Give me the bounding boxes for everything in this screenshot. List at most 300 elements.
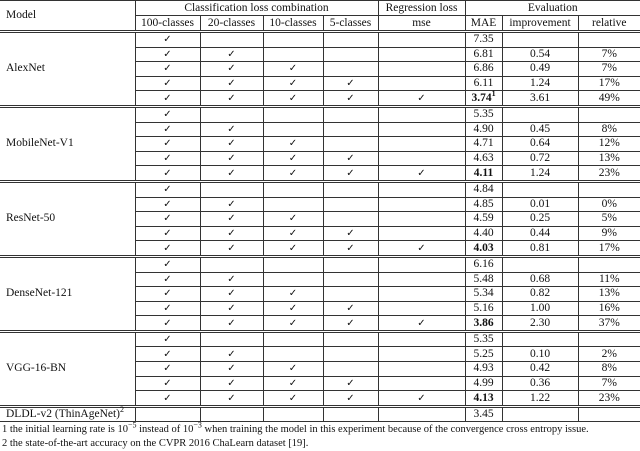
check-cell bbox=[263, 32, 323, 48]
improvement-cell: 1.22 bbox=[502, 391, 578, 407]
check-cell bbox=[200, 226, 263, 241]
check-cell bbox=[378, 212, 465, 227]
check-cell bbox=[200, 347, 263, 362]
footnotes bbox=[0, 420, 640, 451]
checkmark-icon: ✓ bbox=[163, 377, 172, 389]
check-cell bbox=[200, 331, 263, 347]
checkmark-icon: ✓ bbox=[163, 34, 172, 46]
model-name: AlexNet bbox=[0, 32, 135, 107]
mae-cell bbox=[465, 241, 502, 257]
checkmark-icon: ✓ bbox=[163, 363, 172, 375]
checkmark-icon: ✓ bbox=[288, 228, 298, 240]
mae-value: 4.71 bbox=[473, 137, 494, 150]
footnote-1-mid: instead of 10 bbox=[136, 424, 194, 436]
checkmark-icon: ✓ bbox=[346, 317, 355, 329]
check-cell bbox=[263, 272, 323, 287]
relative-cell bbox=[578, 256, 640, 272]
relative-cell: 17% bbox=[578, 241, 640, 257]
checkmark-icon: ✓ bbox=[163, 392, 172, 404]
check-cell bbox=[323, 106, 378, 122]
check-cell bbox=[378, 391, 465, 407]
check-cell bbox=[378, 226, 465, 241]
footnote-2: 2 the state-of-the-art accuracy on the CVPR 2016 ChaLearn dataset [19]. bbox=[2, 438, 309, 450]
checkmark-icon: ✓ bbox=[227, 198, 236, 210]
check-cell bbox=[323, 347, 378, 362]
check-cell bbox=[135, 181, 200, 197]
check-cell bbox=[263, 122, 323, 137]
relative-cell: 49% bbox=[578, 91, 640, 107]
check-cell bbox=[323, 76, 378, 91]
check-cell bbox=[378, 76, 465, 91]
check-cell bbox=[135, 331, 200, 347]
check-cell bbox=[135, 122, 200, 137]
check-cell bbox=[378, 347, 465, 362]
checkmark-icon: ✓ bbox=[288, 138, 298, 150]
checkmark-icon: ✓ bbox=[227, 288, 236, 300]
check-cell bbox=[263, 166, 323, 182]
checkmark-icon: ✓ bbox=[163, 273, 172, 285]
improvement-cell: 0.68 bbox=[502, 272, 578, 287]
mae-cell bbox=[465, 347, 502, 362]
check-cell bbox=[323, 316, 378, 332]
relative-cell: 13% bbox=[578, 287, 640, 302]
checkmark-icon: ✓ bbox=[227, 302, 236, 314]
check-cell bbox=[200, 122, 263, 137]
mae-value: 4.84 bbox=[473, 183, 494, 196]
check-cell bbox=[263, 301, 323, 316]
check-cell bbox=[200, 166, 263, 182]
mae-cell bbox=[465, 272, 502, 287]
mae-value: 3.74 bbox=[471, 91, 492, 104]
mae-cell bbox=[465, 391, 502, 407]
check-cell bbox=[200, 406, 263, 422]
check-cell bbox=[200, 181, 263, 197]
checkmark-icon: ✓ bbox=[163, 138, 172, 150]
check-cell bbox=[263, 331, 323, 347]
check-cell bbox=[263, 197, 323, 212]
mae-cell bbox=[465, 331, 502, 347]
check-cell bbox=[135, 362, 200, 377]
relative-cell: 8% bbox=[578, 362, 640, 377]
check-cell bbox=[378, 272, 465, 287]
checkmark-icon: ✓ bbox=[163, 123, 172, 135]
check-cell bbox=[378, 91, 465, 107]
mae-cell bbox=[465, 151, 502, 166]
table-row bbox=[0, 331, 640, 347]
check-cell bbox=[378, 122, 465, 137]
mae-value: 5.16 bbox=[473, 301, 494, 314]
check-cell bbox=[378, 151, 465, 166]
footnote-1 bbox=[2, 420, 640, 437]
mae-cell bbox=[465, 301, 502, 316]
check-cell bbox=[135, 151, 200, 166]
mae-cell bbox=[465, 62, 502, 77]
check-cell bbox=[200, 151, 263, 166]
checkmark-icon: ✓ bbox=[163, 167, 172, 179]
improvement-cell: 0.45 bbox=[502, 122, 578, 137]
header-col-mse: mse bbox=[378, 16, 465, 32]
header-col-relative: relative bbox=[578, 16, 640, 32]
check-cell bbox=[263, 241, 323, 257]
check-cell bbox=[200, 256, 263, 272]
relative-cell: 16% bbox=[578, 301, 640, 316]
checkmark-icon: ✓ bbox=[346, 392, 355, 404]
table-row bbox=[0, 32, 640, 48]
footnote-1-exp1: −5 bbox=[127, 420, 137, 430]
checkmark-icon: ✓ bbox=[163, 153, 172, 165]
mae-value: 7.35 bbox=[473, 33, 494, 46]
relative-cell bbox=[578, 331, 640, 347]
check-cell bbox=[378, 331, 465, 347]
model-name: DenseNet-121 bbox=[0, 256, 135, 331]
mae-value: 6.81 bbox=[473, 47, 494, 60]
mae-value: 5.35 bbox=[473, 333, 494, 346]
check-cell bbox=[263, 376, 323, 391]
checkmark-icon: ✓ bbox=[227, 213, 236, 225]
check-cell bbox=[378, 47, 465, 62]
footnote-1-exp2: −3 bbox=[193, 420, 202, 430]
checkmark-icon: ✓ bbox=[288, 78, 298, 90]
check-cell bbox=[323, 181, 378, 197]
mae-value: 5.34 bbox=[473, 287, 494, 300]
mae-value: 6.11 bbox=[473, 77, 494, 90]
checkmark-icon: ✓ bbox=[163, 334, 172, 346]
check-cell bbox=[135, 272, 200, 287]
baseline-model bbox=[0, 406, 135, 422]
relative-cell: 5% bbox=[578, 212, 640, 227]
header-evaluation: Evaluation bbox=[465, 1, 640, 16]
relative-cell: 9% bbox=[578, 226, 640, 241]
checkmark-icon: ✓ bbox=[288, 242, 298, 254]
checkmark-icon: ✓ bbox=[163, 92, 172, 104]
checkmark-icon: ✓ bbox=[346, 242, 355, 254]
check-cell bbox=[323, 166, 378, 182]
checkmark-icon: ✓ bbox=[227, 48, 236, 60]
improvement-cell: 1.00 bbox=[502, 301, 578, 316]
checkmark-icon: ✓ bbox=[227, 363, 236, 375]
check-cell bbox=[263, 106, 323, 122]
mae-cell bbox=[465, 362, 502, 377]
checkmark-icon: ✓ bbox=[163, 317, 172, 329]
checkmark-icon: ✓ bbox=[227, 123, 236, 135]
check-cell bbox=[378, 137, 465, 152]
header-row-1 bbox=[0, 1, 640, 16]
checkmark-icon: ✓ bbox=[227, 153, 236, 165]
footnote-1-post: when training the model in this experiment because of the convergence cross entropy issue. bbox=[201, 424, 589, 436]
mae-value: 5.25 bbox=[473, 347, 494, 360]
checkmark-icon: ✓ bbox=[288, 288, 298, 300]
check-cell bbox=[200, 91, 263, 107]
mae-cell bbox=[465, 88, 502, 107]
check-cell bbox=[378, 301, 465, 316]
check-cell bbox=[135, 212, 200, 227]
check-cell bbox=[263, 62, 323, 77]
check-cell bbox=[135, 316, 200, 332]
check-cell bbox=[378, 241, 465, 257]
improvement-cell bbox=[502, 406, 578, 422]
table-row bbox=[0, 256, 640, 272]
model-name: ResNet-50 bbox=[0, 181, 135, 256]
check-cell bbox=[263, 316, 323, 332]
checkmark-icon: ✓ bbox=[346, 228, 355, 240]
check-cell bbox=[200, 362, 263, 377]
baseline-footnote-mark: 2 bbox=[120, 405, 125, 415]
check-cell bbox=[323, 212, 378, 227]
header-col-5-classes: 5-classes bbox=[323, 16, 378, 32]
improvement-cell bbox=[502, 256, 578, 272]
checkmark-icon: ✓ bbox=[288, 302, 298, 314]
mae-cell bbox=[465, 226, 502, 241]
checkmark-icon: ✓ bbox=[346, 377, 355, 389]
improvement-cell: 0.36 bbox=[502, 376, 578, 391]
checkmark-icon: ✓ bbox=[227, 63, 236, 75]
check-cell bbox=[323, 137, 378, 152]
mae-cell bbox=[465, 166, 502, 182]
check-cell bbox=[378, 166, 465, 182]
check-cell bbox=[135, 391, 200, 407]
improvement-cell: 0.72 bbox=[502, 151, 578, 166]
mae-value: 4.99 bbox=[473, 376, 494, 389]
mae-cell bbox=[465, 122, 502, 137]
check-cell bbox=[263, 256, 323, 272]
mae-footnote-mark: 1 bbox=[491, 88, 496, 98]
check-cell bbox=[135, 301, 200, 316]
checkmark-icon: ✓ bbox=[163, 184, 172, 196]
header-col-10-classes: 10-classes bbox=[263, 16, 323, 32]
check-cell bbox=[135, 76, 200, 91]
check-cell bbox=[323, 287, 378, 302]
checkmark-icon: ✓ bbox=[227, 242, 236, 254]
check-cell bbox=[263, 47, 323, 62]
mae-cell bbox=[465, 197, 502, 212]
checkmark-icon: ✓ bbox=[346, 153, 355, 165]
relative-cell: 23% bbox=[578, 166, 640, 182]
mae-cell bbox=[465, 47, 502, 62]
mae-value: 4.13 bbox=[473, 391, 494, 404]
check-cell bbox=[323, 391, 378, 407]
checkmark-icon: ✓ bbox=[163, 348, 172, 360]
check-cell bbox=[135, 287, 200, 302]
checkmark-icon: ✓ bbox=[288, 363, 298, 375]
check-cell bbox=[323, 122, 378, 137]
checkmark-icon: ✓ bbox=[288, 153, 298, 165]
check-cell bbox=[135, 197, 200, 212]
checkmark-icon: ✓ bbox=[163, 213, 172, 225]
mae-cell bbox=[465, 76, 502, 91]
check-cell bbox=[200, 32, 263, 48]
check-cell bbox=[378, 62, 465, 77]
check-cell bbox=[263, 91, 323, 107]
checkmark-icon: ✓ bbox=[227, 92, 236, 104]
check-cell bbox=[323, 272, 378, 287]
checkmark-icon: ✓ bbox=[227, 167, 236, 179]
relative-cell: 0% bbox=[578, 197, 640, 212]
check-cell bbox=[200, 62, 263, 77]
checkmark-icon: ✓ bbox=[227, 273, 236, 285]
checkmark-icon: ✓ bbox=[163, 109, 172, 121]
check-cell bbox=[323, 406, 378, 422]
check-cell bbox=[323, 47, 378, 62]
checkmark-icon: ✓ bbox=[227, 78, 236, 90]
checkmark-icon: ✓ bbox=[288, 167, 298, 179]
header-col-20-classes: 20-classes bbox=[200, 16, 263, 32]
check-cell bbox=[135, 166, 200, 182]
checkmark-icon: ✓ bbox=[163, 242, 172, 254]
check-cell bbox=[263, 287, 323, 302]
check-cell bbox=[135, 226, 200, 241]
checkmark-icon: ✓ bbox=[346, 92, 355, 104]
check-cell bbox=[323, 256, 378, 272]
improvement-cell: 1.24 bbox=[502, 76, 578, 91]
footnote-1-text: 1 the initial learning rate is 10 bbox=[2, 424, 128, 436]
relative-cell: 2% bbox=[578, 347, 640, 362]
check-cell bbox=[378, 287, 465, 302]
check-cell bbox=[135, 62, 200, 77]
mae-cell: 3.45 bbox=[465, 406, 502, 422]
relative-cell: 37% bbox=[578, 316, 640, 332]
mae-value: 4.93 bbox=[473, 362, 494, 375]
checkmark-icon: ✓ bbox=[417, 167, 426, 179]
check-cell bbox=[323, 331, 378, 347]
check-cell bbox=[263, 212, 323, 227]
improvement-cell bbox=[502, 106, 578, 122]
mae-value: 4.03 bbox=[473, 241, 494, 254]
check-cell bbox=[263, 391, 323, 407]
check-cell bbox=[135, 376, 200, 391]
table-row bbox=[0, 106, 640, 122]
check-cell bbox=[378, 362, 465, 377]
check-cell bbox=[323, 62, 378, 77]
mae-cell bbox=[465, 212, 502, 227]
relative-cell: 11% bbox=[578, 272, 640, 287]
relative-cell: 7% bbox=[578, 376, 640, 391]
checkmark-icon: ✓ bbox=[163, 302, 172, 314]
check-cell bbox=[263, 406, 323, 422]
checkmark-icon: ✓ bbox=[227, 317, 236, 329]
check-cell bbox=[200, 391, 263, 407]
check-cell bbox=[323, 362, 378, 377]
improvement-cell: 3.61 bbox=[502, 91, 578, 107]
mae-cell bbox=[465, 106, 502, 122]
improvement-cell bbox=[502, 32, 578, 48]
mae-value: 4.11 bbox=[473, 166, 494, 179]
checkmark-icon: ✓ bbox=[163, 198, 172, 210]
header-col-improvement: improvement bbox=[502, 16, 578, 32]
check-cell bbox=[135, 241, 200, 257]
mae-value: 4.59 bbox=[473, 212, 494, 225]
checkmark-icon: ✓ bbox=[346, 302, 355, 314]
check-cell bbox=[378, 406, 465, 422]
checkmark-icon: ✓ bbox=[163, 228, 172, 240]
improvement-cell: 0.81 bbox=[502, 241, 578, 257]
check-cell bbox=[323, 32, 378, 48]
checkmark-icon: ✓ bbox=[288, 377, 298, 389]
check-cell bbox=[263, 347, 323, 362]
checkmark-icon: ✓ bbox=[417, 92, 426, 104]
checkmark-icon: ✓ bbox=[288, 317, 298, 329]
check-cell bbox=[378, 256, 465, 272]
mae-cell bbox=[465, 316, 502, 332]
check-cell bbox=[200, 106, 263, 122]
improvement-cell: 2.30 bbox=[502, 316, 578, 332]
check-cell bbox=[200, 316, 263, 332]
checkmark-icon: ✓ bbox=[346, 167, 355, 179]
check-cell bbox=[378, 376, 465, 391]
baseline-row bbox=[0, 406, 640, 422]
checkmark-icon: ✓ bbox=[163, 63, 172, 75]
improvement-cell: 1.24 bbox=[502, 166, 578, 182]
header-model: Model bbox=[0, 1, 135, 32]
check-cell bbox=[263, 137, 323, 152]
check-cell bbox=[323, 197, 378, 212]
mae-cell bbox=[465, 256, 502, 272]
mae-value: 5.48 bbox=[473, 272, 494, 285]
check-cell bbox=[200, 137, 263, 152]
check-cell bbox=[135, 137, 200, 152]
relative-cell: 23% bbox=[578, 391, 640, 407]
header-col-mae: MAE bbox=[465, 16, 502, 32]
check-cell bbox=[263, 76, 323, 91]
relative-cell bbox=[578, 181, 640, 197]
mae-cell bbox=[465, 287, 502, 302]
check-cell bbox=[323, 226, 378, 241]
check-cell bbox=[135, 106, 200, 122]
model-name: VGG-16-BN bbox=[0, 331, 135, 406]
improvement-cell: 0.01 bbox=[502, 197, 578, 212]
checkmark-icon: ✓ bbox=[346, 78, 355, 90]
relative-cell: 7% bbox=[578, 47, 640, 62]
checkmark-icon: ✓ bbox=[227, 228, 236, 240]
mae-value: 4.90 bbox=[473, 122, 494, 135]
mae-cell bbox=[465, 376, 502, 391]
checkmark-icon: ✓ bbox=[288, 63, 298, 75]
improvement-cell: 0.54 bbox=[502, 47, 578, 62]
checkmark-icon: ✓ bbox=[163, 288, 172, 300]
checkmark-icon: ✓ bbox=[163, 48, 172, 60]
improvement-cell: 0.64 bbox=[502, 137, 578, 152]
mae-cell bbox=[465, 181, 502, 197]
relative-cell bbox=[578, 32, 640, 48]
header-regression: Regression loss bbox=[378, 1, 465, 16]
mae-cell bbox=[465, 137, 502, 152]
checkmark-icon: ✓ bbox=[288, 92, 298, 104]
check-cell bbox=[135, 32, 200, 48]
check-cell bbox=[323, 91, 378, 107]
check-cell bbox=[323, 376, 378, 391]
checkmark-icon: ✓ bbox=[227, 377, 236, 389]
improvement-cell: 0.42 bbox=[502, 362, 578, 377]
check-cell bbox=[135, 347, 200, 362]
check-cell bbox=[378, 32, 465, 48]
checkmark-icon: ✓ bbox=[163, 259, 172, 271]
mae-value: 6.16 bbox=[473, 258, 494, 271]
checkmark-icon: ✓ bbox=[227, 392, 236, 404]
check-cell bbox=[135, 47, 200, 62]
checkmark-icon: ✓ bbox=[288, 392, 298, 404]
improvement-cell: 0.25 bbox=[502, 212, 578, 227]
improvement-cell: 0.82 bbox=[502, 287, 578, 302]
baseline-model-name: DLDL-v2 (ThinAgeNet) bbox=[6, 408, 121, 421]
check-cell bbox=[200, 301, 263, 316]
relative-cell: 13% bbox=[578, 151, 640, 166]
mae-value: 5.35 bbox=[473, 108, 494, 121]
improvement-cell: 0.44 bbox=[502, 226, 578, 241]
relative-cell: 8% bbox=[578, 122, 640, 137]
check-cell bbox=[378, 316, 465, 332]
check-cell bbox=[135, 406, 200, 422]
checkmark-icon: ✓ bbox=[163, 78, 172, 90]
checkmark-icon: ✓ bbox=[227, 138, 236, 150]
